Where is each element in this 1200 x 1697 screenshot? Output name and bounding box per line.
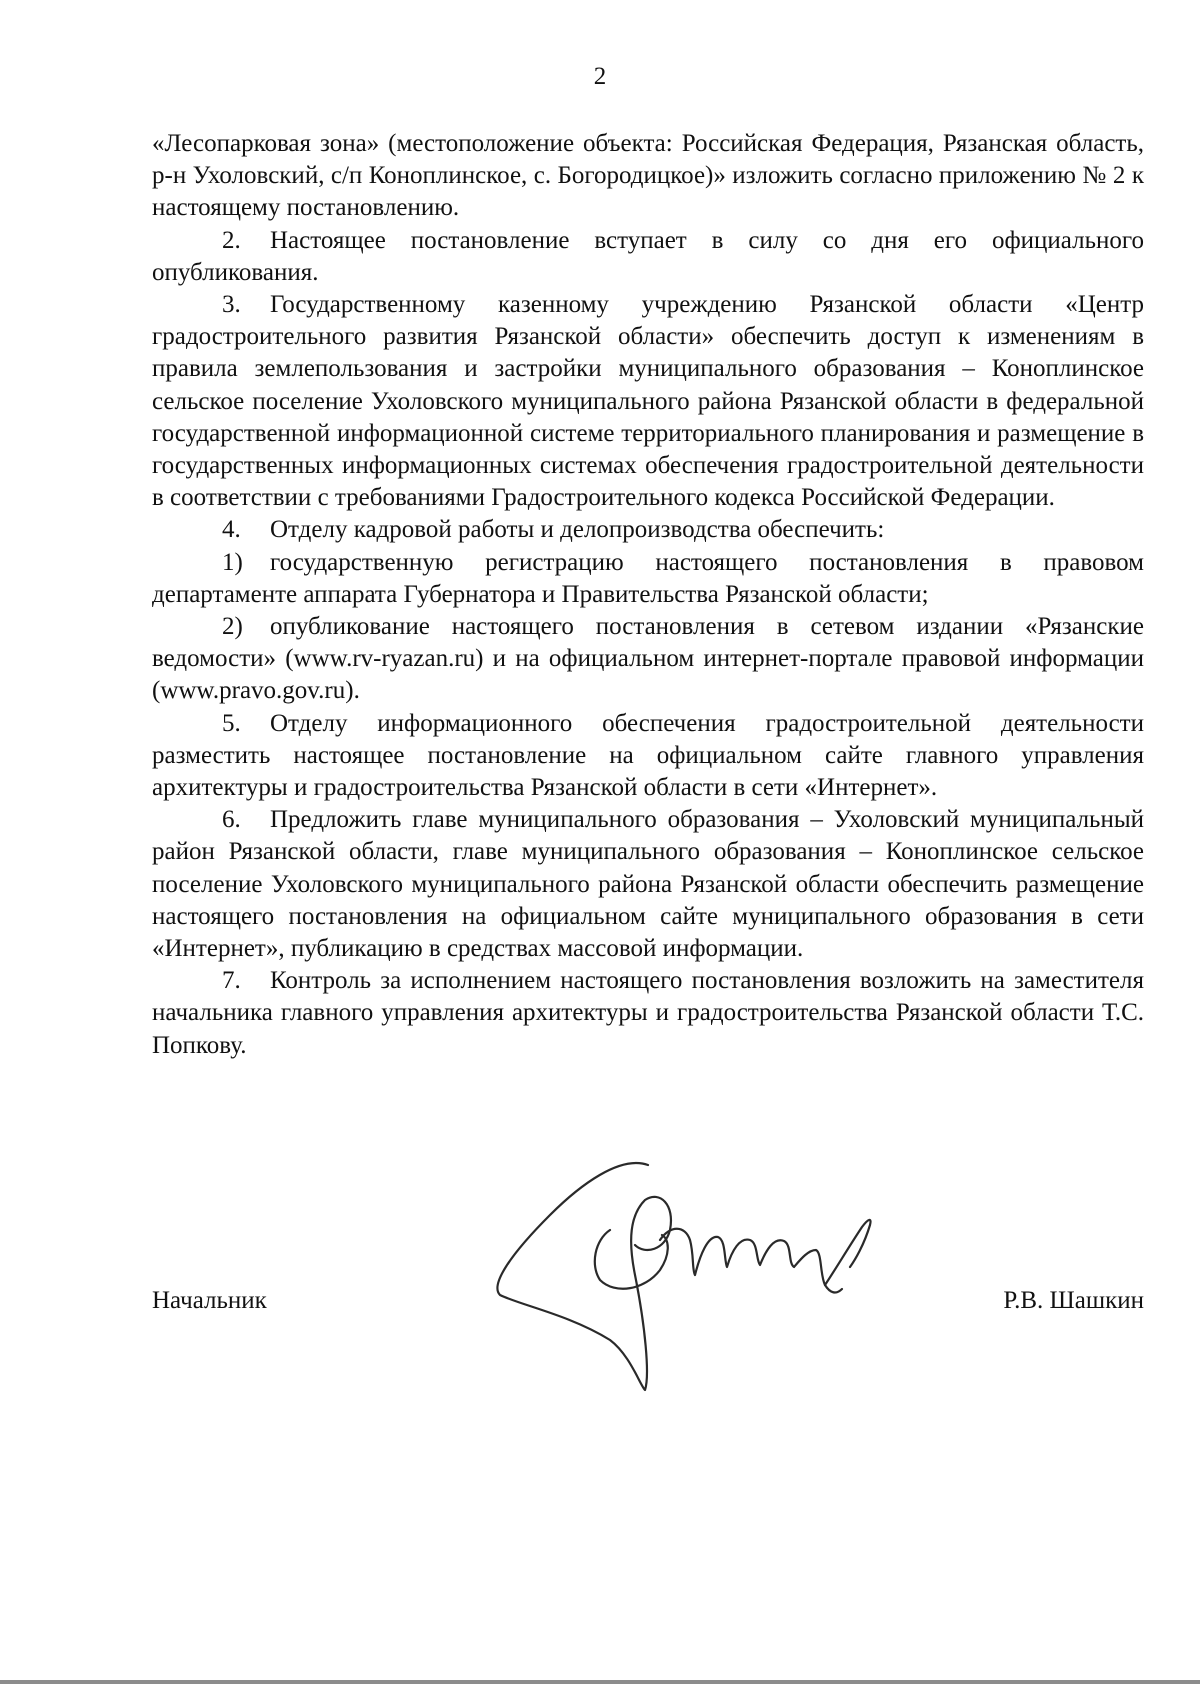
signatory-position: Начальник — [152, 1287, 267, 1314]
paragraph-5 — [152, 708, 1144, 805]
paragraph-number: 1) — [222, 548, 243, 576]
paragraph-7 — [152, 965, 1144, 1062]
paragraph-text: Настоящее постановление вступает в силу со дня его официального опубликования. — [152, 226, 1144, 286]
paragraph-text: Отделу информационного обеспечения градостроительной деятельности разместить настоящее постановление на официальном сайте главного управления архитектуры и градостроительства Рязанской области в сети «Интернет». — [152, 709, 1144, 802]
paragraph-text: государственную регистрацию настоящего постановления в правовом департаменте аппарата Губернатора и Правительства Рязанской области; — [152, 548, 1144, 608]
paragraph-4 — [152, 514, 1144, 546]
paragraph-4-item-1 — [152, 547, 1144, 611]
scan-bottom-edge — [0, 1680, 1200, 1684]
paragraph-text: «Лесопарковая зона» (местоположение объекта: Российская Федерация, Рязанская область, р-н Ухоловский, с/п Коноплинское, с. Богородицкое)» изложить согласно приложению № 2 к настоящему постановлению. — [152, 130, 1144, 222]
paragraph-3 — [152, 289, 1144, 514]
paragraph-text: Государственному казенному учреждению Рязанской области «Центр градостроительного развития Рязанской области» обеспечить доступ к изменениям в правила землепользования и застройки муниципального образования – Коноплинское сельское поселение Ухоловского муниципального района Рязанской области в федеральной государственной информационной системе территориального планирования и размещение в государственных информационных системах обеспечения градостроительной деятельности в соответствии с требованиями Градостроительного кодекса Российской Федерации. — [152, 291, 1144, 512]
paragraph-text: Отделу кадровой работы и делопроизводства обеспечить: — [270, 516, 885, 544]
paragraph-number: 7. — [222, 967, 241, 995]
paragraph-text: Предложить главе муниципального образования – Ухоловский муниципальный район Рязанской области, главе муниципального образования – Коноплинское сельское поселение Ухоловского муниципального района Рязанской области обеспечить размещение настоящего постановления на официальном сайте муниципального образования в сети «Интернет», публикацию в средствах массовой информации. — [152, 806, 1144, 963]
paragraph-number: 2. — [222, 226, 241, 254]
handwritten-signature — [470, 1145, 920, 1405]
paragraph-number: 4. — [222, 516, 241, 544]
paragraph-continuation — [152, 128, 1144, 225]
paragraph-number: 6. — [222, 806, 241, 834]
paragraph-text: Контроль за исполнением настоящего постановления возложить на заместителя начальника главного управления архитектуры и градостроительства Рязанской области Т.С. Попкову. — [152, 967, 1144, 1059]
signatory-name: Р.В. Шашкин — [1003, 1287, 1144, 1314]
paragraph-number: 3. — [222, 291, 241, 319]
paragraph-6 — [152, 804, 1144, 965]
paragraph-text: опубликование настоящего постановления в сетевом издании «Рязанские ведомости» (www.rv-ryazan.ru) и на официальном интернет-портале правовой информации (www.pravo.gov.ru). — [152, 613, 1144, 705]
paragraph-number: 5. — [222, 709, 241, 737]
paragraph-2 — [152, 225, 1144, 289]
page-number: 2 — [593, 63, 607, 90]
paragraph-number: 2) — [222, 613, 243, 641]
signature-block — [152, 1285, 1144, 1325]
paragraph-4-item-2 — [152, 611, 1144, 708]
document-body — [152, 128, 1144, 1062]
